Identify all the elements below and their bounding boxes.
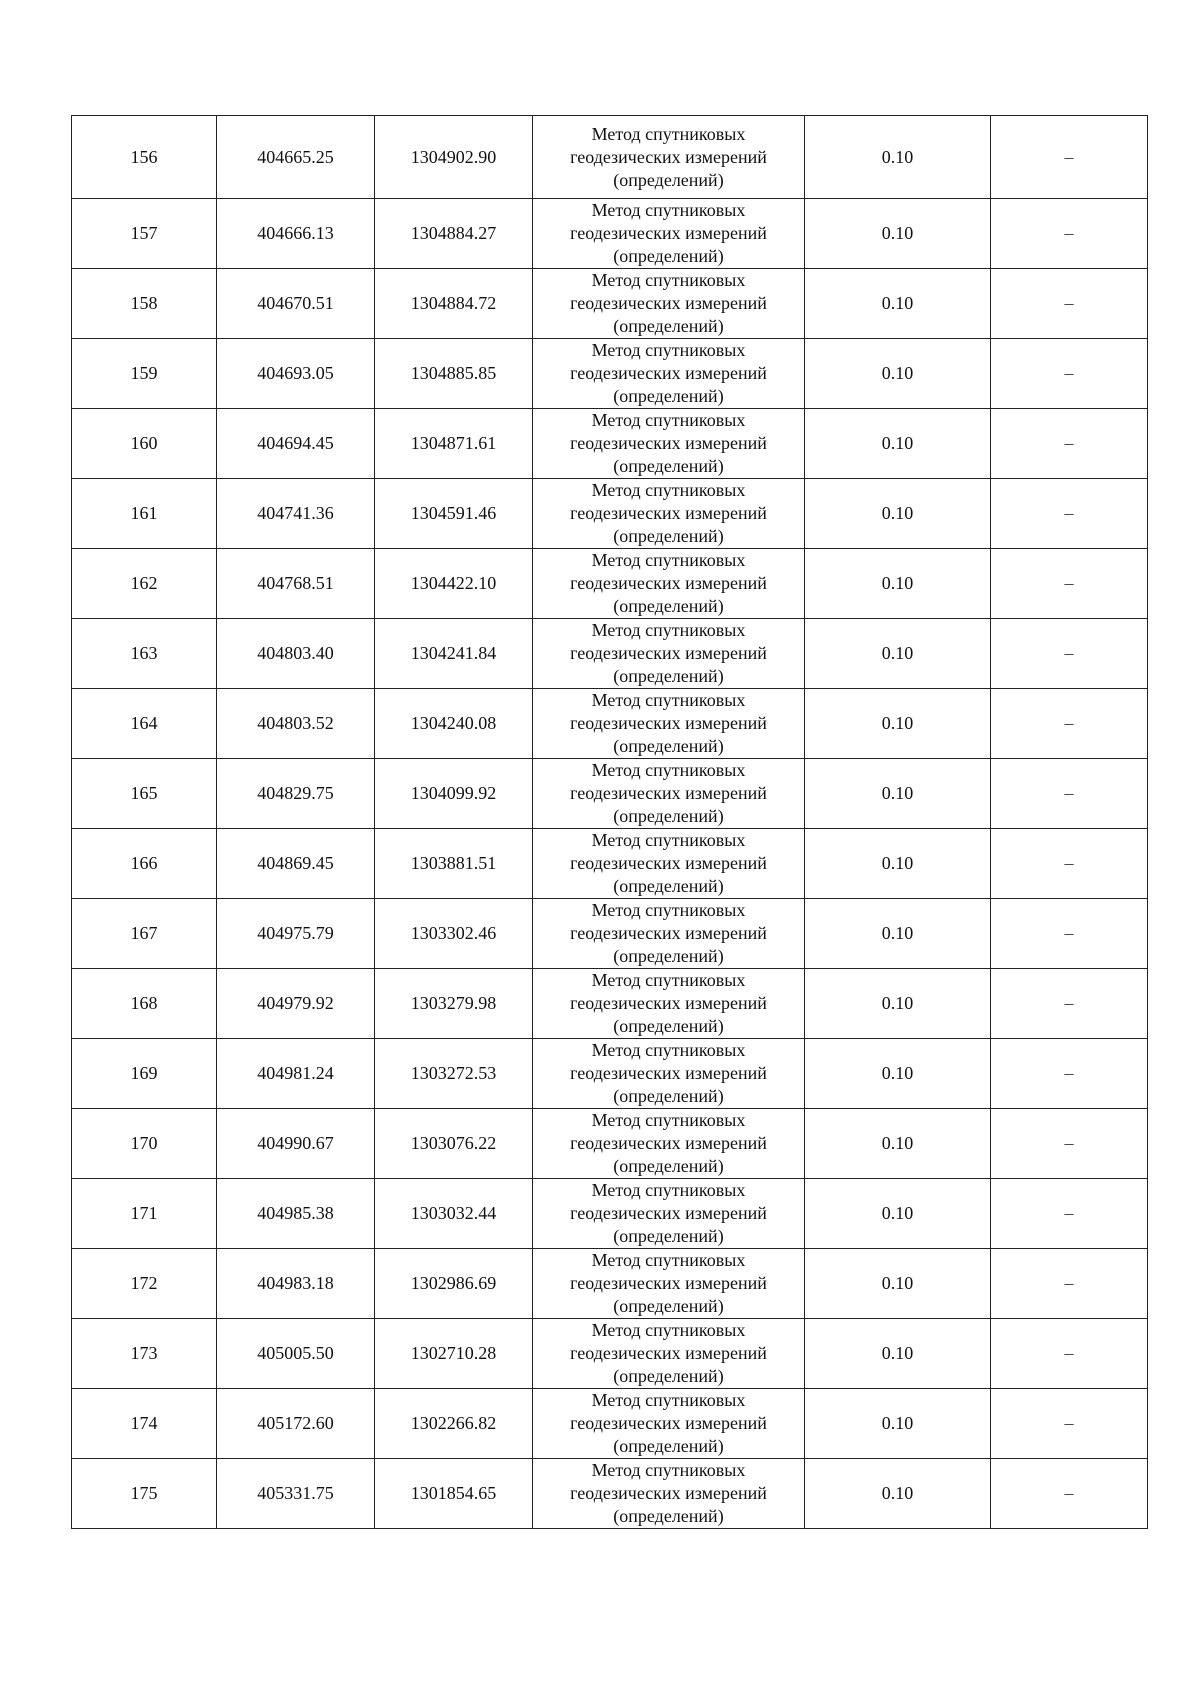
- method-line: Метод спутниковых: [591, 1460, 746, 1480]
- coordinate-y-cell: 1302266.82: [375, 1389, 533, 1459]
- note-cell: –: [991, 479, 1148, 549]
- coordinate-y-cell: 1301854.65: [375, 1459, 533, 1529]
- method-line: геодезических измерений: [570, 853, 767, 873]
- method-line: (определений): [613, 169, 724, 190]
- point-number-cell: 160: [72, 409, 217, 479]
- coordinate-y-cell: 1304422.10: [375, 549, 533, 619]
- method-cell: [533, 1389, 805, 1459]
- accuracy-cell: 0.10: [805, 409, 991, 479]
- method-cell: [533, 969, 805, 1039]
- method-line: Метод спутниковых: [591, 270, 746, 290]
- note-cell: –: [991, 1249, 1148, 1319]
- method-line: (определений): [613, 1156, 724, 1176]
- method-line: (определений): [613, 666, 724, 686]
- table-row: [72, 829, 1148, 899]
- method-line: (определений): [613, 456, 724, 476]
- note-cell: –: [991, 1319, 1148, 1389]
- coordinate-x-cell: 404694.45: [217, 409, 375, 479]
- accuracy-cell: 0.10: [805, 549, 991, 619]
- coordinate-y-cell: 1304240.08: [375, 689, 533, 759]
- coordinate-x-cell: 404803.52: [217, 689, 375, 759]
- method-line: геодезических измерений: [570, 713, 767, 733]
- method-line: Метод спутниковых: [591, 690, 746, 710]
- table-row: [72, 269, 1148, 339]
- point-number-cell: 167: [72, 899, 217, 969]
- note-cell: –: [991, 1109, 1148, 1179]
- method-line: (определений): [613, 1436, 724, 1456]
- method-line: геодезических измерений: [570, 223, 767, 243]
- method-line: (определений): [613, 1296, 724, 1316]
- method-line: геодезических измерений: [570, 363, 767, 383]
- table-row: [72, 1179, 1148, 1249]
- method-line: геодезических измерений: [570, 783, 767, 803]
- note-cell: –: [991, 1459, 1148, 1529]
- table-body: [72, 116, 1148, 1529]
- method-line: (определений): [613, 806, 724, 826]
- coordinate-x-cell: 404869.45: [217, 829, 375, 899]
- method-line: (определений): [613, 316, 724, 336]
- note-cell: –: [991, 619, 1148, 689]
- coordinate-x-cell: 404768.51: [217, 549, 375, 619]
- note-cell: –: [991, 689, 1148, 759]
- note-cell: –: [991, 409, 1148, 479]
- accuracy-cell: 0.10: [805, 269, 991, 339]
- note-cell: –: [991, 1039, 1148, 1109]
- method-cell: [533, 1039, 805, 1109]
- coordinate-x-cell: 404829.75: [217, 759, 375, 829]
- table-row: [72, 1459, 1148, 1529]
- accuracy-cell: 0.10: [805, 829, 991, 899]
- method-line: Метод спутниковых: [591, 123, 746, 144]
- method-line: Метод спутниковых: [591, 900, 746, 920]
- method-line: Метод спутниковых: [591, 480, 746, 500]
- coordinate-y-cell: 1303032.44: [375, 1179, 533, 1249]
- table-row: [72, 1389, 1148, 1459]
- note-cell: –: [991, 116, 1148, 199]
- coordinate-y-cell: 1304885.85: [375, 339, 533, 409]
- point-number-cell: 161: [72, 479, 217, 549]
- method-cell: [533, 689, 805, 759]
- method-cell: [533, 479, 805, 549]
- method-line: (определений): [613, 1226, 724, 1246]
- method-line: (определений): [613, 1016, 724, 1036]
- table-row: [72, 1039, 1148, 1109]
- accuracy-cell: 0.10: [805, 1109, 991, 1179]
- coordinate-x-cell: 404981.24: [217, 1039, 375, 1109]
- coordinate-y-cell: 1303302.46: [375, 899, 533, 969]
- method-line: геодезических измерений: [570, 1133, 767, 1153]
- point-number-cell: 170: [72, 1109, 217, 1179]
- note-cell: –: [991, 1179, 1148, 1249]
- coordinate-y-cell: 1304099.92: [375, 759, 533, 829]
- coordinate-x-cell: 404741.36: [217, 479, 375, 549]
- method-line: (определений): [613, 1086, 724, 1106]
- table-row: [72, 116, 1148, 199]
- method-line: Метод спутниковых: [591, 1250, 746, 1270]
- table-row: [72, 759, 1148, 829]
- method-cell: [533, 899, 805, 969]
- point-number-cell: 172: [72, 1249, 217, 1319]
- method-cell: [533, 1109, 805, 1179]
- note-cell: –: [991, 549, 1148, 619]
- method-cell: [533, 116, 805, 199]
- method-line: Метод спутниковых: [591, 340, 746, 360]
- accuracy-cell: 0.10: [805, 1389, 991, 1459]
- coordinate-x-cell: 404670.51: [217, 269, 375, 339]
- method-cell: [533, 549, 805, 619]
- table-row: [72, 969, 1148, 1039]
- coordinate-y-cell: 1303279.98: [375, 969, 533, 1039]
- accuracy-cell: 0.10: [805, 619, 991, 689]
- method-line: геодезических измерений: [570, 1413, 767, 1433]
- method-line: геодезических измерений: [570, 1203, 767, 1223]
- method-line: геодезических измерений: [570, 643, 767, 663]
- point-number-cell: 169: [72, 1039, 217, 1109]
- method-line: геодезических измерений: [570, 1343, 767, 1363]
- point-number-cell: 175: [72, 1459, 217, 1529]
- coordinate-x-cell: 404985.38: [217, 1179, 375, 1249]
- method-cell: [533, 759, 805, 829]
- method-cell: [533, 409, 805, 479]
- point-number-cell: 156: [72, 116, 217, 199]
- method-line: Метод спутниковых: [591, 410, 746, 430]
- method-line: Метод спутниковых: [591, 200, 746, 220]
- table-row: [72, 1249, 1148, 1319]
- coordinate-x-cell: 404983.18: [217, 1249, 375, 1319]
- point-number-cell: 164: [72, 689, 217, 759]
- method-line: геодезических измерений: [570, 1483, 767, 1503]
- method-line: (определений): [613, 1366, 724, 1386]
- method-line: (определений): [613, 736, 724, 756]
- coordinate-y-cell: 1304591.46: [375, 479, 533, 549]
- method-line: Метод спутниковых: [591, 1180, 746, 1200]
- coordinate-y-cell: 1302986.69: [375, 1249, 533, 1319]
- table-row: [72, 689, 1148, 759]
- method-line: (определений): [613, 946, 724, 966]
- method-line: геодезических измерений: [570, 293, 767, 313]
- table-row: [72, 479, 1148, 549]
- coordinate-x-cell: 404665.25: [217, 116, 375, 199]
- method-line: Метод спутниковых: [591, 760, 746, 780]
- coordinate-x-cell: 404990.67: [217, 1109, 375, 1179]
- accuracy-cell: 0.10: [805, 1319, 991, 1389]
- coordinate-x-cell: 405331.75: [217, 1459, 375, 1529]
- method-cell: [533, 829, 805, 899]
- method-cell: [533, 269, 805, 339]
- method-line: Метод спутниковых: [591, 550, 746, 570]
- coordinate-y-cell: 1303881.51: [375, 829, 533, 899]
- note-cell: –: [991, 899, 1148, 969]
- method-cell: [533, 619, 805, 689]
- method-line: Метод спутниковых: [591, 970, 746, 990]
- table-row: [72, 339, 1148, 409]
- coordinate-x-cell: 404975.79: [217, 899, 375, 969]
- method-cell: [533, 1459, 805, 1529]
- point-number-cell: 174: [72, 1389, 217, 1459]
- coordinate-x-cell: 405172.60: [217, 1389, 375, 1459]
- point-number-cell: 173: [72, 1319, 217, 1389]
- coordinate-y-cell: 1304871.61: [375, 409, 533, 479]
- method-cell: [533, 1179, 805, 1249]
- method-cell: [533, 1249, 805, 1319]
- method-line: (определений): [613, 386, 724, 406]
- method-line: Метод спутниковых: [591, 830, 746, 850]
- method-line: геодезических измерений: [570, 503, 767, 523]
- method-line: (определений): [613, 526, 724, 546]
- method-line: геодезических измерений: [570, 1063, 767, 1083]
- method-cell: [533, 1319, 805, 1389]
- table-row: [72, 1109, 1148, 1179]
- coordinate-y-cell: 1303076.22: [375, 1109, 533, 1179]
- method-line: геодезических измерений: [570, 146, 767, 167]
- coordinate-x-cell: 405005.50: [217, 1319, 375, 1389]
- table-row: [72, 899, 1148, 969]
- method-line: геодезических измерений: [570, 573, 767, 593]
- table-row: [72, 409, 1148, 479]
- accuracy-cell: 0.10: [805, 899, 991, 969]
- accuracy-cell: 0.10: [805, 1249, 991, 1319]
- point-number-cell: 166: [72, 829, 217, 899]
- point-number-cell: 171: [72, 1179, 217, 1249]
- method-line: геодезических измерений: [570, 433, 767, 453]
- method-line: Метод спутниковых: [591, 620, 746, 640]
- accuracy-cell: 0.10: [805, 339, 991, 409]
- point-number-cell: 165: [72, 759, 217, 829]
- point-number-cell: 158: [72, 269, 217, 339]
- method-line: геодезических измерений: [570, 923, 767, 943]
- coordinate-y-cell: 1304884.72: [375, 269, 533, 339]
- table-row: [72, 199, 1148, 269]
- note-cell: –: [991, 1389, 1148, 1459]
- point-number-cell: 162: [72, 549, 217, 619]
- method-line: (определений): [613, 246, 724, 266]
- accuracy-cell: 0.10: [805, 969, 991, 1039]
- coordinate-y-cell: 1302710.28: [375, 1319, 533, 1389]
- method-line: геодезических измерений: [570, 1273, 767, 1293]
- note-cell: –: [991, 829, 1148, 899]
- accuracy-cell: 0.10: [805, 116, 991, 199]
- method-line: (определений): [613, 1506, 724, 1526]
- table-row: [72, 619, 1148, 689]
- method-line: геодезических измерений: [570, 993, 767, 1013]
- method-line: Метод спутниковых: [591, 1040, 746, 1060]
- coordinate-y-cell: 1304241.84: [375, 619, 533, 689]
- method-line: Метод спутниковых: [591, 1110, 746, 1130]
- coordinate-x-cell: 404979.92: [217, 969, 375, 1039]
- coordinate-x-cell: 404666.13: [217, 199, 375, 269]
- accuracy-cell: 0.10: [805, 1179, 991, 1249]
- point-number-cell: 159: [72, 339, 217, 409]
- coordinate-y-cell: 1303272.53: [375, 1039, 533, 1109]
- method-cell: [533, 199, 805, 269]
- note-cell: –: [991, 969, 1148, 1039]
- note-cell: –: [991, 339, 1148, 409]
- coordinate-y-cell: 1304884.27: [375, 199, 533, 269]
- point-number-cell: 168: [72, 969, 217, 1039]
- point-number-cell: 163: [72, 619, 217, 689]
- point-number-cell: 157: [72, 199, 217, 269]
- method-line: Метод спутниковых: [591, 1320, 746, 1340]
- accuracy-cell: 0.10: [805, 199, 991, 269]
- note-cell: –: [991, 199, 1148, 269]
- method-line: (определений): [613, 876, 724, 896]
- note-cell: –: [991, 759, 1148, 829]
- method-line: (определений): [613, 596, 724, 616]
- note-cell: –: [991, 269, 1148, 339]
- coordinates-table: [71, 115, 1148, 1529]
- table-row: [72, 1319, 1148, 1389]
- coordinate-y-cell: 1304902.90: [375, 116, 533, 199]
- coordinate-x-cell: 404693.05: [217, 339, 375, 409]
- accuracy-cell: 0.10: [805, 759, 991, 829]
- coordinate-x-cell: 404803.40: [217, 619, 375, 689]
- method-cell: [533, 339, 805, 409]
- table-row: [72, 549, 1148, 619]
- accuracy-cell: 0.10: [805, 479, 991, 549]
- accuracy-cell: 0.10: [805, 689, 991, 759]
- method-line: Метод спутниковых: [591, 1390, 746, 1410]
- accuracy-cell: 0.10: [805, 1039, 991, 1109]
- accuracy-cell: 0.10: [805, 1459, 991, 1529]
